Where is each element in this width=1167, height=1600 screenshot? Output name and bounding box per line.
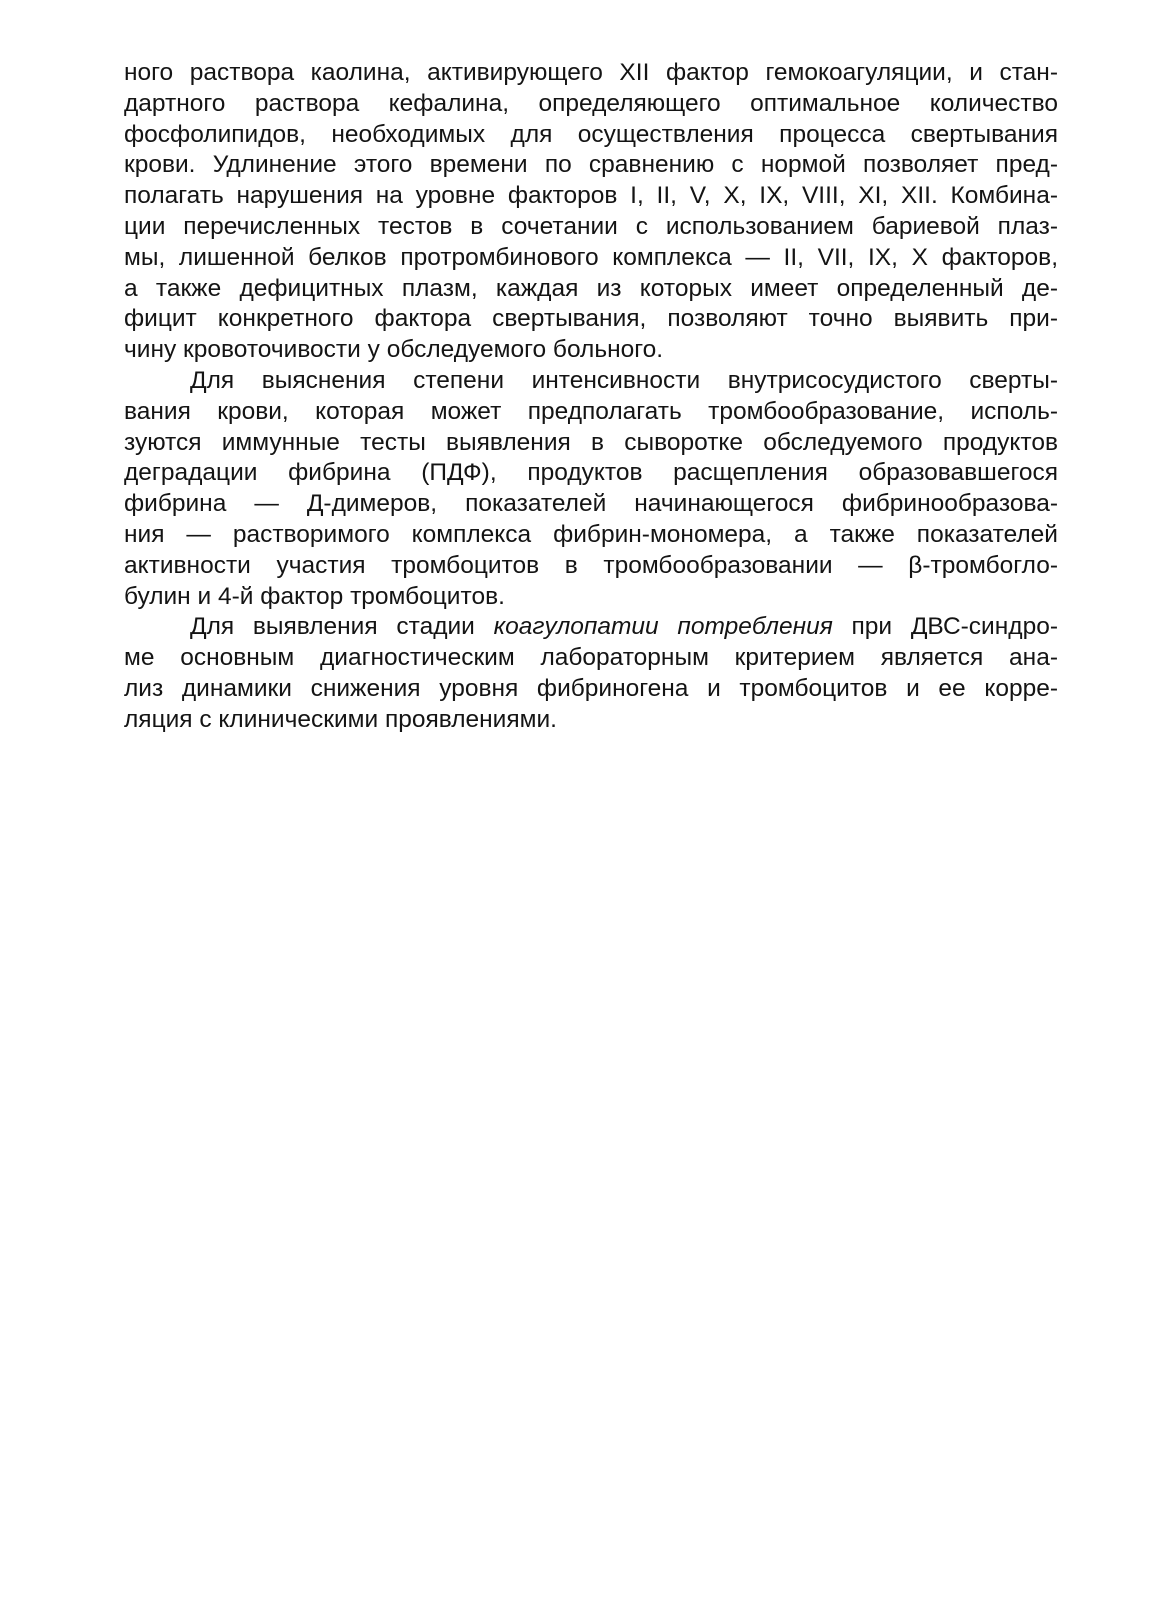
text-line: булин и 4-й фактор тромбоцитов. (124, 582, 505, 610)
text-line: деградации фибрина (ПДФ), продуктов расщепления образовавшегося (124, 459, 1058, 487)
text-line: чину кровоточивости у обследуемого больного. (124, 336, 664, 364)
text-line: дартного раствора кефалина, определяющего оптимальное количество (124, 89, 1058, 117)
text-segment: Для выявления стадии (190, 613, 494, 641)
paragraph-consumption-coagulopathy (124, 612, 1058, 735)
text-line: полагать нарушения на уровне факторов I, II, V, X, IX, VIII, XI, XII. Комбина- (124, 182, 1058, 210)
text-line: фибрина — Д-димеров, показателей начинающегося фибринообразова- (124, 490, 1058, 518)
text-line: лиз динамики снижения уровня фибриногена и тромбоцитов и ее корре- (124, 674, 1058, 702)
italic-term: коагулопатии потребления (493, 613, 833, 641)
text-line: фосфолипидов, необходимых для осуществления процесса свертывания (124, 120, 1058, 148)
text-line: а также дефицитных плазм, каждая из которых имеет определенный де- (124, 274, 1058, 302)
text-line: ции перечисленных тестов в сочетании с использованием бариевой плаз- (124, 212, 1058, 240)
text-line: ляция с клиническими проявлениями. (124, 705, 557, 733)
text-line: ме основным диагностическим лабораторным критерием является ана- (124, 644, 1058, 672)
paragraph-intravascular-coagulation (124, 366, 1058, 612)
text-line (124, 612, 1058, 643)
text-line: мы, лишенной белков протромбинового комплекса — II, VII, IX, X факторов, (124, 243, 1058, 271)
text-line: ния — растворимого комплекса фибрин-мономера, а также показателей (124, 520, 1058, 548)
text-line: активности участия тромбоцитов в тромбообразовании — β-тромбогло- (124, 551, 1058, 579)
text-line: ного раствора каолина, активирующего XII фактор гемокоагуляции, и стан- (124, 59, 1058, 86)
text-line: крови. Удлинение этого времени по сравнению с нормой позволяет пред- (124, 151, 1058, 179)
text-line: вания крови, которая может предполагать тромбообразование, исполь- (124, 397, 1058, 425)
text-segment: при ДВС-синдро- (832, 613, 1058, 641)
text-line: зуются иммунные тесты выявления в сыворотке обследуемого продуктов (124, 428, 1058, 456)
paragraph-coagulation-tests (124, 58, 1058, 366)
text-line: Для выяснения степени интенсивности внутрисосудистого сверты- (190, 366, 1058, 394)
document-page (124, 58, 1058, 736)
text-line: фицит конкретного фактора свертывания, позволяют точно выявить при- (124, 305, 1058, 333)
